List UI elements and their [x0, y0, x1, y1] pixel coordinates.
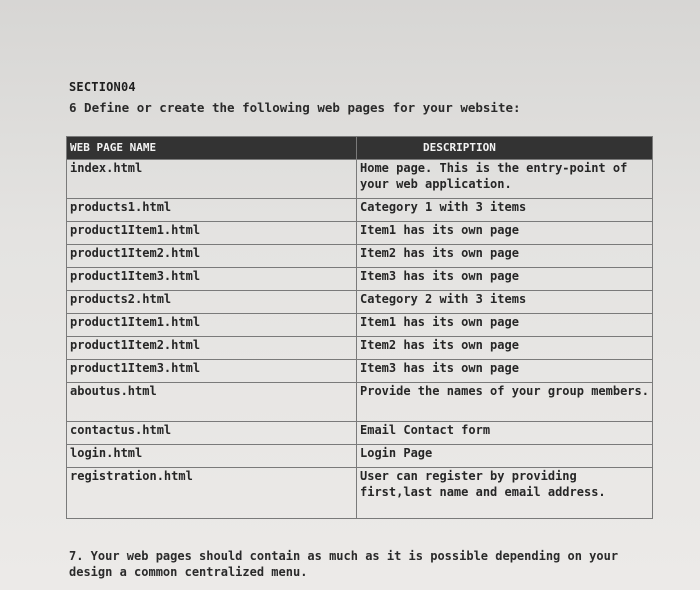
table-row [67, 199, 653, 222]
table-header-row [67, 137, 653, 160]
description-cell: Item1 has its own page [357, 222, 653, 245]
description-cell: Item1 has its own page [357, 314, 653, 337]
description-cell: Home page. This is the entry-point of your web application. [357, 160, 653, 199]
page-name-cell: product1Item2.html [67, 245, 357, 268]
page-name-cell: product1Item3.html [67, 360, 357, 383]
page-name-cell: products2.html [67, 291, 357, 314]
table-row [67, 314, 653, 337]
page-name-cell: login.html [67, 445, 357, 468]
page-name-cell: product1Item1.html [67, 314, 357, 337]
description-cell: Category 1 with 3 items [357, 199, 653, 222]
section-title: SECTION04 [69, 80, 136, 94]
page-name-cell: registration.html [67, 468, 357, 519]
table-row [67, 268, 653, 291]
page-name-cell: products1.html [67, 199, 357, 222]
table-row [67, 222, 653, 245]
description-cell: Login Page [357, 445, 653, 468]
table-row [67, 160, 653, 199]
page-name-cell: aboutus.html [67, 383, 357, 422]
table-row [67, 468, 653, 519]
table-row [67, 245, 653, 268]
table-row [67, 383, 653, 422]
table-row [67, 360, 653, 383]
instruction-text: 6 Define or create the following web pages for your website: [69, 100, 521, 115]
description-cell: Item2 has its own page [357, 245, 653, 268]
description-cell: Category 2 with 3 items [357, 291, 653, 314]
page-name-cell: index.html [67, 160, 357, 199]
description-cell: Email Contact form [357, 422, 653, 445]
description-cell: Provide the names of your group members. [357, 383, 653, 422]
web-pages-table [66, 136, 653, 519]
header-web-page-name: WEB PAGE NAME [67, 137, 357, 160]
page-name-cell: product1Item2.html [67, 337, 357, 360]
page-name-cell: product1Item3.html [67, 268, 357, 291]
page-name-cell: contactus.html [67, 422, 357, 445]
description-cell: User can register by providing first,last name and email address. [357, 468, 653, 519]
page-name-cell: product1Item1.html [67, 222, 357, 245]
table-row [67, 445, 653, 468]
table-row [67, 422, 653, 445]
description-cell: Item2 has its own page [357, 337, 653, 360]
description-cell: Item3 has its own page [357, 360, 653, 383]
table-row [67, 337, 653, 360]
table-row [67, 291, 653, 314]
footer-instruction: 7. Your web pages should contain as much as it is possible depending on your design a common centralized menu. [69, 549, 619, 579]
header-description: DESCRIPTION [357, 137, 653, 160]
description-cell: Item3 has its own page [357, 268, 653, 291]
